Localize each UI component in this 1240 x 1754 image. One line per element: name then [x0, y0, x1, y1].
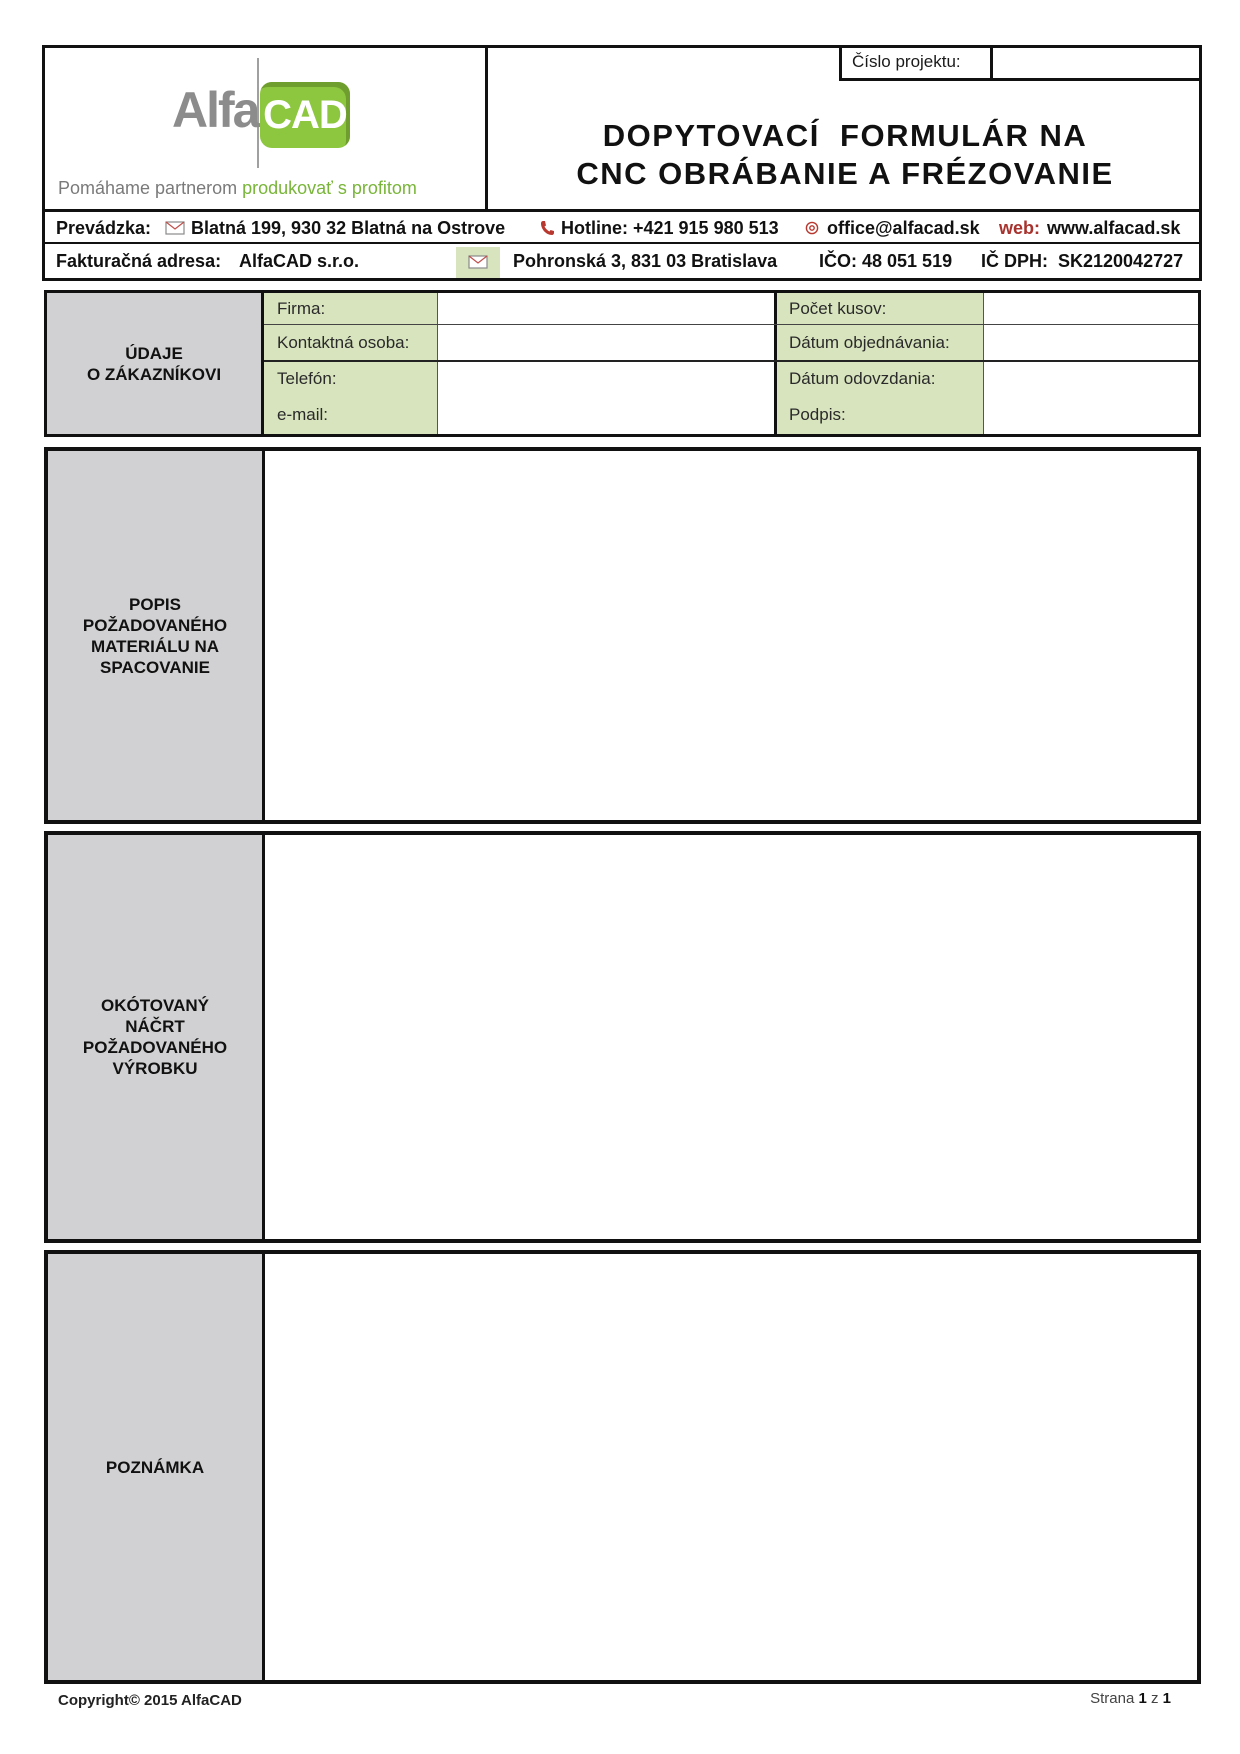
sketch-area[interactable] — [265, 835, 1197, 1239]
order-date-label: Dátum objednávania: — [789, 333, 950, 352]
delivery-date-field[interactable] — [985, 362, 1198, 397]
material-heading-line: POŽADOVANÉHO — [82, 615, 228, 635]
operation-address: Blatná 199, 930 32 Blatná na Ostrove — [191, 218, 506, 238]
header-divider-2 — [42, 242, 1202, 244]
note-heading — [48, 1254, 265, 1680]
phone-icon — [540, 220, 555, 236]
page-prefix: Strana — [1090, 1690, 1139, 1707]
material-description-area[interactable] — [265, 451, 1197, 820]
page-total: 1 — [1162, 1690, 1171, 1707]
material-heading-line: SPACOVANIE — [100, 657, 210, 677]
order-date-field[interactable] — [985, 325, 1198, 360]
billing-dic: IČ DPH: SK2120042727 — [981, 251, 1184, 271]
title-line-2: CNC OBRÁBANIE A FRÉZOVANIE — [576, 156, 1114, 191]
material-heading-line: POPIS — [129, 594, 181, 614]
contact-person-field[interactable] — [439, 325, 774, 360]
signature-label: Podpis: — [789, 405, 846, 424]
sketch-heading-line: NÁČRT — [125, 1017, 185, 1036]
signature-field[interactable] — [985, 397, 1198, 434]
billing-icon-box — [456, 247, 500, 278]
hotline: Hotline: +421 915 980 513 — [561, 218, 779, 238]
note-heading-line: POZNÁMKA — [105, 1457, 205, 1477]
envelope-icon — [468, 255, 488, 269]
customer-column-divider — [774, 293, 777, 434]
contact-person-label: Kontaktná osoba: — [277, 333, 410, 352]
sketch-heading-line: VÝROBKU — [112, 1059, 198, 1078]
phone-field[interactable] — [439, 362, 774, 397]
note-area[interactable] — [265, 1254, 1197, 1680]
tagline — [58, 177, 417, 199]
sketch-heading-line: OKÓTOVANÝ — [101, 996, 209, 1015]
customer-heading — [47, 293, 264, 434]
firma-field[interactable] — [439, 293, 774, 324]
copyright: Copyright© 2015 AlfaCAD — [58, 1692, 242, 1709]
at-icon — [805, 221, 819, 235]
quantity-field[interactable] — [985, 293, 1198, 324]
material-heading — [48, 451, 265, 820]
sketch-heading — [48, 835, 265, 1239]
billing-address: Pohronská 3, 831 03 Bratislava — [513, 251, 778, 271]
project-number-label: Číslo projektu: — [852, 52, 961, 71]
web-label: web: — [999, 218, 1041, 238]
page-number — [1090, 1689, 1171, 1709]
tagline-gray: Pomáhame partnerom — [58, 178, 243, 198]
web-link[interactable]: www.alfacad.sk — [1047, 218, 1181, 238]
email-label: e-mail: — [277, 405, 329, 424]
delivery-date-label: Dátum odovzdania: — [789, 369, 936, 388]
quantity-label: Počet kusov: — [789, 299, 887, 318]
operation-label: Prevádzka: — [56, 218, 152, 238]
title-line-1: DOPYTOVACÍ FORMULÁR NA — [602, 118, 1088, 153]
customer-heading-line: O ZÁKAZNÍKOVI — [86, 364, 222, 384]
firma-label: Firma: — [277, 299, 326, 318]
email-field[interactable] — [439, 397, 774, 434]
billing-company: AlfaCAD s.r.o. — [239, 251, 360, 271]
logo-alfa: Alfa — [172, 82, 259, 138]
email-link[interactable]: office@alfacad.sk — [827, 218, 980, 238]
tagline-green: produkovať s profitom — [242, 178, 417, 198]
phone-label: Telefón: — [277, 369, 337, 388]
page-current: 1 — [1138, 1690, 1147, 1707]
customer-heading-line: ÚDAJE — [125, 343, 183, 363]
envelope-icon — [165, 221, 185, 235]
logo-cad-tile: CAD — [260, 82, 350, 148]
billing-label: Fakturačná adresa: — [56, 251, 222, 271]
page-separator: z — [1146, 1690, 1163, 1707]
billing-ico: IČO: 48 051 519 — [819, 251, 953, 271]
material-heading-line: MATERIÁLU NA — [90, 636, 220, 656]
header-divider-1 — [42, 209, 1202, 212]
sketch-heading-line: POŽADOVANÉHO — [82, 1038, 228, 1057]
project-number-field[interactable] — [993, 48, 1199, 78]
